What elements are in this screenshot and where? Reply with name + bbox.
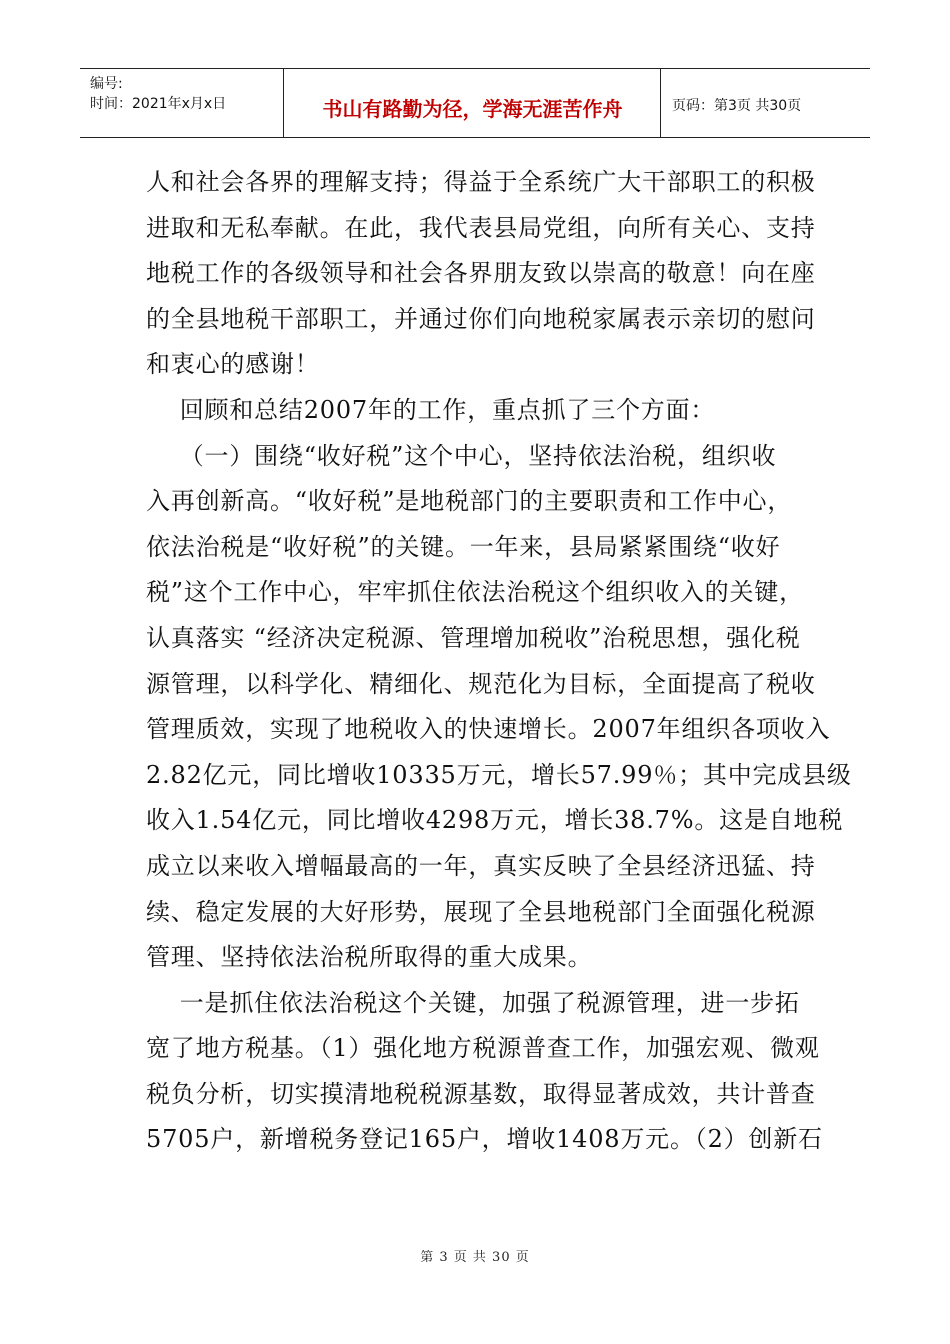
body-text-line: （一）围绕“收好税”这个中心，坚持依法治税，组织收: [146, 441, 777, 470]
body-text-line: 进取和无私奉献。在此，我代表县局党组，向所有关心、支持: [146, 213, 816, 242]
body-text-line: 回顾和总结2007年的工作，重点抓了三个方面：: [146, 395, 716, 424]
body-text-line: 2.82亿元，同比增收10335万元，增长57.99％；其中完成县级: [146, 760, 852, 789]
header-page-info: 页码：第3页 共30页: [672, 98, 802, 114]
document-body: [146, 160, 852, 1163]
header-meta-cell: [80, 69, 284, 137]
header-motto-cell: [285, 69, 661, 137]
body-text-line: 源管理，以科学化、精细化、规范化为目标，全面提高了税收: [146, 669, 816, 698]
document-time-label: 时间：2021年x月x日: [90, 96, 227, 112]
body-text-line: 认真落实 “经济决定税源、管理增加税收”治税思想，强化税: [146, 623, 801, 652]
page-header: [80, 68, 870, 138]
document-number-label: 编号:: [90, 76, 123, 92]
body-text-line: 和衷心的感谢！: [146, 350, 320, 379]
page-footer: 第 3 页 共 30 页: [420, 1250, 530, 1265]
body-text-line: 收入1.54亿元，同比增收4298万元，增长38.7%。这是自地税: [146, 806, 844, 835]
body-text-line: 5705户，新增税务登记165户，增收1408万元。（2）创新石: [146, 1125, 823, 1154]
body-text-line: 管理质效，实现了地税收入的快速增长。2007年组织各项收入: [146, 715, 831, 744]
body-text-line: 续、稳定发展的大好形势，展现了全县地税部门全面强化税源: [146, 897, 816, 926]
header-motto: 书山有路勤为径，学海无涯苦作舟: [322, 97, 623, 121]
body-text-line: 入再创新高。“收好税”是地税部门的主要职责和工作中心，: [146, 487, 793, 516]
body-text-line: 一是抓住依法治税这个关键，加强了税源管理，进一步拓: [146, 988, 800, 1017]
body-text-line: 宽了地方税基。（1）强化地方税源普查工作，加强宏观、微观: [146, 1034, 820, 1063]
body-text-line: 税负分析，切实摸清地税税源基数，取得显著成效，共计普查: [146, 1079, 816, 1108]
header-page-cell: [662, 69, 870, 137]
body-text-line: 人和社会各界的理解支持；得益于全系统广大干部职工的积极: [146, 168, 816, 196]
body-text-line: 地税工作的各级领导和社会各界朋友致以崇高的敬意！向在座: [146, 259, 816, 288]
body-text-line: 的全县地税干部职工，并通过你们向地税家属表示亲切的慰问: [146, 304, 816, 333]
body-text-line: 管理、坚持依法治税所取得的重大成果。: [146, 943, 593, 972]
body-text-line: 依法治税是“收好税”的关键。一年来，县局紧紧围绕“收好: [146, 532, 781, 561]
body-text-line: 税”这个工作中心，牢牢抓住依法治税这个组织收入的关键，: [146, 578, 804, 607]
body-text-line: 成立以来收入增幅最高的一年，真实反映了全县经济迅猛、持: [146, 851, 816, 880]
